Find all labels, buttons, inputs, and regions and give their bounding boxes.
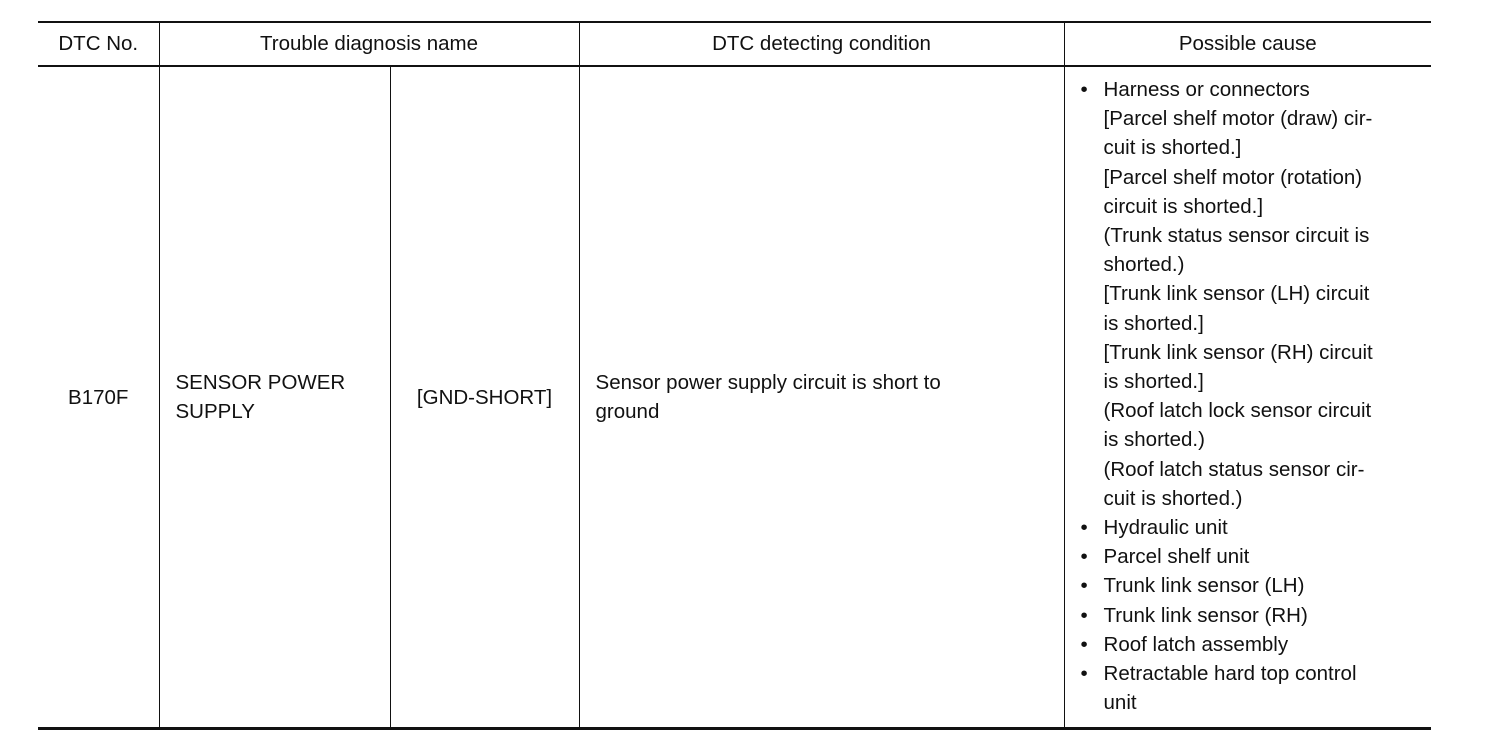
list-item <box>1079 542 1424 571</box>
cause-label: Trunk link sensor (RH) <box>1103 603 1308 627</box>
cause-detail: (Roof latch status sensor cir- <box>1103 457 1365 481</box>
list-item <box>1079 601 1424 630</box>
condition-line-2: ground <box>595 400 660 424</box>
cause-detail: is shorted.) <box>1103 428 1205 452</box>
cause-detail: [Parcel shelf motor (draw) cir- <box>1103 107 1373 131</box>
cause-label: • Harness or connectors <box>1103 78 1310 101</box>
list-item <box>1079 630 1424 659</box>
cause-detail: cuit is shorted.) <box>1103 486 1243 510</box>
table-row <box>38 66 1431 729</box>
header-row <box>38 22 1431 66</box>
list-item <box>1079 75 1424 513</box>
list-item <box>1079 513 1424 542</box>
dtc-detecting-condition <box>579 66 1064 729</box>
name-line-2: SUPPLY <box>175 400 255 424</box>
header-possible-cause: Possible cause <box>1064 22 1431 66</box>
cause-detail: is shorted.] <box>1103 311 1204 335</box>
cause-detail: [Trunk link sensor (LH) circuit <box>1103 282 1370 306</box>
cause-detail: circuit is shorted.] <box>1103 194 1264 218</box>
header-dtc-no: DTC No. <box>38 22 159 66</box>
cause-detail: cuit is shorted.] <box>1103 136 1242 160</box>
cause-detail: [Parcel shelf motor (rotation) <box>1103 165 1363 189</box>
cause-detail: [Trunk link sensor (RH) circuit <box>1103 340 1373 364</box>
list-item <box>1079 571 1424 600</box>
cause-label: Hydraulic unit <box>1103 516 1228 540</box>
cause-label: • Retractable hard top control <box>1103 662 1357 686</box>
list-item <box>1079 659 1424 717</box>
cause-list <box>1079 75 1424 717</box>
dtc-code: B170F <box>38 66 159 729</box>
cause-detail: (Roof latch lock sensor circuit <box>1103 399 1372 423</box>
cause-label: unit <box>1103 691 1137 715</box>
possible-cause <box>1064 66 1431 729</box>
cause-detail: is shorted.] <box>1103 370 1204 394</box>
name-line-1: SENSOR POWER <box>175 371 346 395</box>
cause-detail: (Trunk status sensor circuit is <box>1103 224 1370 248</box>
cause-label: Parcel shelf unit <box>1103 545 1250 569</box>
cause-label: Trunk link sensor (LH) <box>1103 574 1305 598</box>
condition-line-1: Sensor power supply circuit is short to <box>595 371 941 395</box>
cause-label: Roof latch assembly <box>1103 632 1289 656</box>
cause-detail: shorted.) <box>1103 253 1185 277</box>
dtc-table <box>38 21 1431 730</box>
header-dtc-detecting-condition: DTC detecting condition <box>579 22 1064 66</box>
header-trouble-diagnosis-name: Trouble diagnosis name <box>159 22 579 66</box>
trouble-diagnosis-subname: [GND-SHORT] <box>390 66 579 729</box>
trouble-diagnosis-name <box>159 66 390 729</box>
